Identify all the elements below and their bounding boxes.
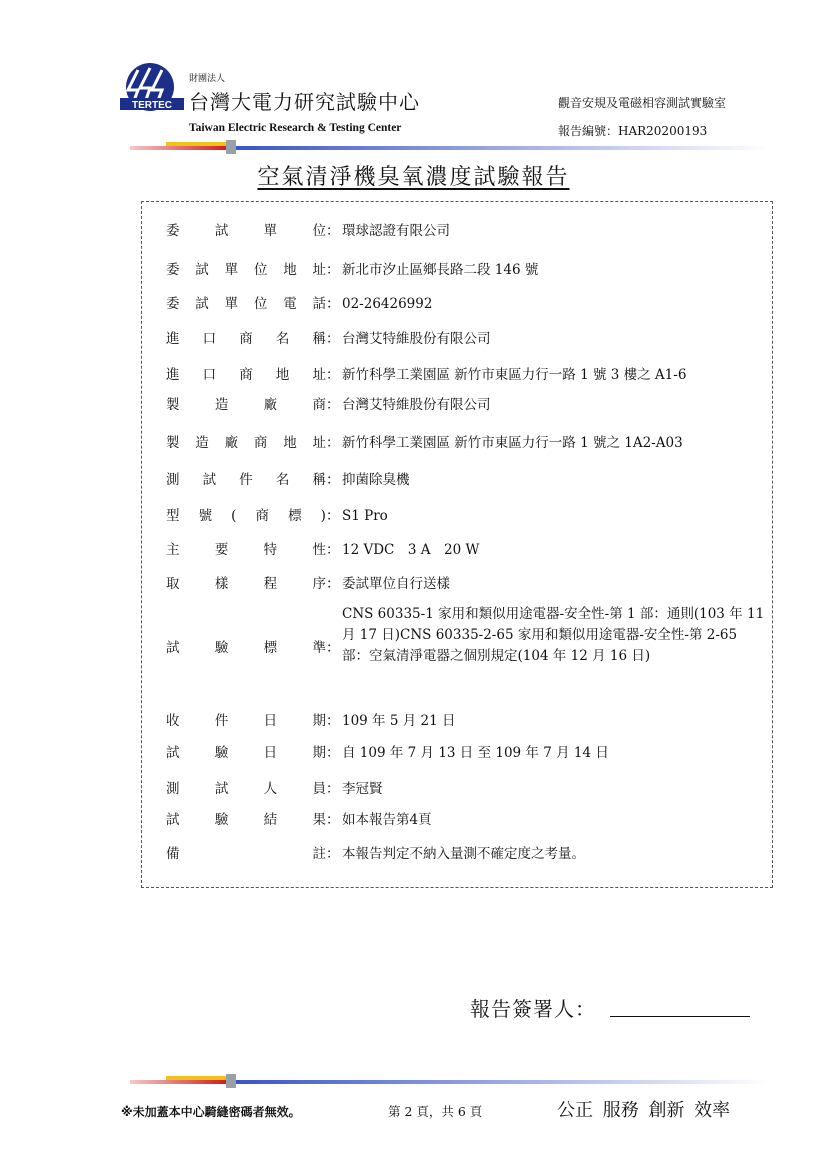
header-divider bbox=[130, 140, 770, 154]
signature-line bbox=[610, 1016, 750, 1017]
form-label-text: 測 試 人 員 bbox=[166, 781, 326, 797]
footer-motto: 公正 服務 創新 效率 bbox=[557, 1100, 731, 1121]
form-label bbox=[166, 329, 326, 349]
footer-divider bbox=[130, 1074, 770, 1088]
form-colon: ： bbox=[326, 713, 340, 729]
document-title-text: 空氣清淨機臭氧濃度試驗報告 bbox=[257, 165, 570, 190]
form-label-text: 進 口 商 地 址 bbox=[166, 367, 326, 383]
form-value: 新北市汐止區鄉長路二段 146 號 bbox=[342, 262, 539, 278]
signatory-label: 報告簽署人： bbox=[470, 997, 596, 1021]
lab-name: 觀音安規及電磁相容測試實驗室 bbox=[558, 96, 727, 110]
logo-text: TERTEC bbox=[132, 100, 172, 111]
form-value: S1 Pro bbox=[342, 508, 388, 524]
org-prefix: 財團法人 bbox=[189, 74, 226, 84]
form-label-text: 試 驗 結 果 bbox=[166, 812, 326, 828]
form-colon: ： bbox=[326, 508, 340, 524]
form-label bbox=[166, 574, 326, 594]
form-colon: ： bbox=[326, 223, 340, 239]
form-colon: ： bbox=[326, 781, 340, 797]
form-label bbox=[166, 844, 326, 864]
form-colon: ： bbox=[326, 745, 340, 761]
form-value: 02-26426992 bbox=[342, 296, 433, 312]
form-colon: ： bbox=[326, 262, 340, 278]
org-name: 台灣大電力研究試驗中心 bbox=[189, 90, 420, 114]
form-value: 李冠賢 bbox=[342, 781, 383, 797]
form-label bbox=[166, 395, 326, 415]
form-colon: ： bbox=[326, 846, 340, 862]
form-label-text: 型 號 ( 商 標 ) bbox=[166, 508, 326, 524]
form-colon: ： bbox=[326, 472, 340, 488]
form-colon: ： bbox=[326, 542, 340, 558]
form-colon: ： bbox=[326, 331, 340, 347]
form-colon: ： bbox=[326, 397, 340, 413]
form-label-text: 取 樣 程 序 bbox=[166, 576, 326, 592]
form-colon: ： bbox=[326, 296, 340, 312]
form-label bbox=[166, 540, 326, 560]
form-value: 台灣艾特維股份有限公司 bbox=[342, 331, 491, 347]
form-label bbox=[166, 433, 326, 453]
form-value: 如本報告第4頁 bbox=[342, 812, 432, 828]
form-label-text: 試 驗 日 期 bbox=[166, 745, 326, 761]
form-value: 委試單位自行送樣 bbox=[342, 576, 450, 592]
form-label-text: 主 要 特 性 bbox=[166, 542, 326, 558]
form-colon: ： bbox=[326, 367, 340, 383]
form-label-text: 收 件 日 期 bbox=[166, 713, 326, 729]
form-value: CNS 60335-1 家用和類似用途電器-安全性-第 1 部：通則(103 年 11 月 17 日)CNS 60335-2-65 家用和類似用途電器-安全性-第 2-65 部：空氣清淨電器之個別規定(104 年 12 月 16 日) bbox=[342, 606, 765, 664]
form-value: 新竹科學工業園區 新竹市東區力行一路 1 號之 1A2-A03 bbox=[342, 435, 683, 451]
tertec-logo bbox=[118, 60, 188, 118]
form-label bbox=[166, 638, 326, 658]
form-label bbox=[166, 779, 326, 799]
form-value: 環球認證有限公司 bbox=[342, 223, 450, 239]
form-label-text: 測 試 件 名 稱 bbox=[166, 472, 326, 488]
form-label-text: 製 造 廠 商 地 址 bbox=[166, 435, 326, 451]
form-label bbox=[166, 365, 326, 385]
form-label bbox=[166, 260, 326, 280]
report-number: 報告編號：HAR20200193 bbox=[558, 124, 708, 138]
org-name-en: Taiwan Electric Research & Testing Center bbox=[189, 122, 402, 134]
form-label-text: 製 造 廠 商 bbox=[166, 397, 326, 413]
form-colon: ： bbox=[326, 576, 340, 592]
form-colon: ： bbox=[326, 812, 340, 828]
form-value: 本報告判定不納入量測不確定度之考量。 bbox=[342, 846, 585, 862]
form-value: 自 109 年 7 月 13 日 至 109 年 7 月 14 日 bbox=[342, 745, 609, 761]
form-label-text: 進 口 商 名 稱 bbox=[166, 331, 326, 347]
form-value: 109 年 5 月 21 日 bbox=[342, 713, 456, 729]
form-label bbox=[166, 221, 326, 241]
form-colon: ： bbox=[326, 640, 340, 656]
form-label bbox=[166, 470, 326, 490]
form-label bbox=[166, 506, 326, 526]
form-label-text: 委 試 單 位 電 話 bbox=[166, 296, 326, 312]
form-label bbox=[166, 294, 326, 314]
form-label-text: 委 試 單 位 地 址 bbox=[166, 262, 326, 278]
form-label-text: 試 驗 標 準 bbox=[166, 640, 326, 656]
form-label bbox=[166, 810, 326, 830]
form-label-text: 委 試 單 位 bbox=[166, 223, 326, 239]
form-value: 12 VDC 3 A 20 W bbox=[342, 542, 480, 558]
form-label-text: 備 註 bbox=[166, 846, 326, 862]
form-colon: ： bbox=[326, 435, 340, 451]
page-number: 第 2 頁，共 6 頁 bbox=[388, 1104, 483, 1119]
form-label bbox=[166, 743, 326, 763]
document-title bbox=[0, 160, 827, 191]
form-value: 抑菌除臭機 bbox=[342, 472, 410, 488]
form-value: 新竹科學工業園區 新竹市東區力行一路 1 號 3 樓之 A1-6 bbox=[342, 367, 687, 383]
form-label bbox=[166, 711, 326, 731]
footer-note: ※未加蓋本中心騎縫密碼者無效。 bbox=[121, 1105, 301, 1119]
form-value: 台灣艾特維股份有限公司 bbox=[342, 397, 491, 413]
